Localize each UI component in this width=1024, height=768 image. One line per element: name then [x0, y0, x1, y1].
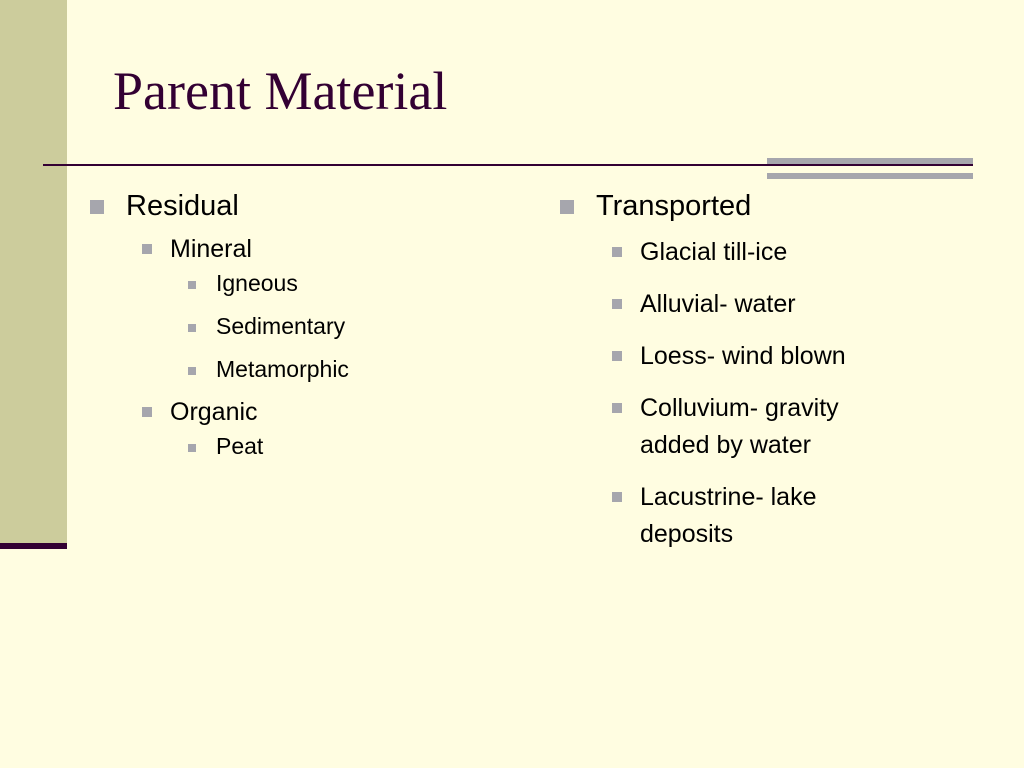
bullet-loess: [560, 338, 960, 375]
bullet-text: Lacustrine- lake deposits: [640, 483, 817, 548]
bullet-mineral: [90, 234, 490, 264]
square-bullet-icon: [142, 407, 152, 417]
bullet-text: Metamorphic: [216, 356, 349, 382]
title-rule-accent: [767, 158, 973, 179]
square-bullet-icon: [612, 492, 622, 502]
bullet-text: Mineral: [170, 235, 252, 263]
side-bar-decoration: [0, 0, 67, 545]
bullet-alluvial: [560, 286, 960, 323]
square-bullet-icon: [612, 299, 622, 309]
square-bullet-icon: [612, 403, 622, 413]
bullet-igneous: [90, 270, 490, 297]
bullet-text: Loess- wind blown: [640, 342, 846, 370]
bullet-glacial: [560, 234, 960, 271]
right-column: [560, 186, 960, 553]
bullet-text: Peat: [216, 433, 264, 459]
left-column: [90, 186, 490, 460]
bullet-text: Alluvial- water: [640, 290, 796, 318]
bullet-text: Igneous: [216, 270, 298, 296]
bullet-metamorphic: [90, 356, 490, 383]
square-bullet-icon: [90, 200, 104, 214]
bullet-residual: [90, 186, 490, 226]
bullet-peat: [90, 433, 490, 460]
bullet-colluvium: [560, 390, 960, 464]
bullet-text: Sedimentary: [216, 313, 346, 339]
square-bullet-icon: [188, 281, 196, 289]
bullet-text: Organic: [170, 398, 258, 426]
bullet-sedimentary: [90, 313, 490, 340]
square-bullet-icon: [142, 244, 152, 254]
square-bullet-icon: [612, 247, 622, 257]
bullet-text: Transported: [596, 190, 752, 222]
bullet-text: Colluvium- gravity added by water: [640, 394, 839, 459]
slide-title: Parent Material: [113, 61, 448, 121]
bullet-text: Residual: [126, 190, 239, 222]
square-bullet-icon: [612, 351, 622, 361]
bullet-text: Glacial till-ice: [640, 238, 788, 266]
square-bullet-icon: [560, 200, 574, 214]
side-bar-underline: [0, 543, 67, 549]
bullet-organic: [90, 397, 490, 427]
bullet-transported: [560, 186, 960, 226]
square-bullet-icon: [188, 444, 196, 452]
square-bullet-icon: [188, 367, 196, 375]
bullet-lacustrine: [560, 479, 960, 553]
square-bullet-icon: [188, 324, 196, 332]
